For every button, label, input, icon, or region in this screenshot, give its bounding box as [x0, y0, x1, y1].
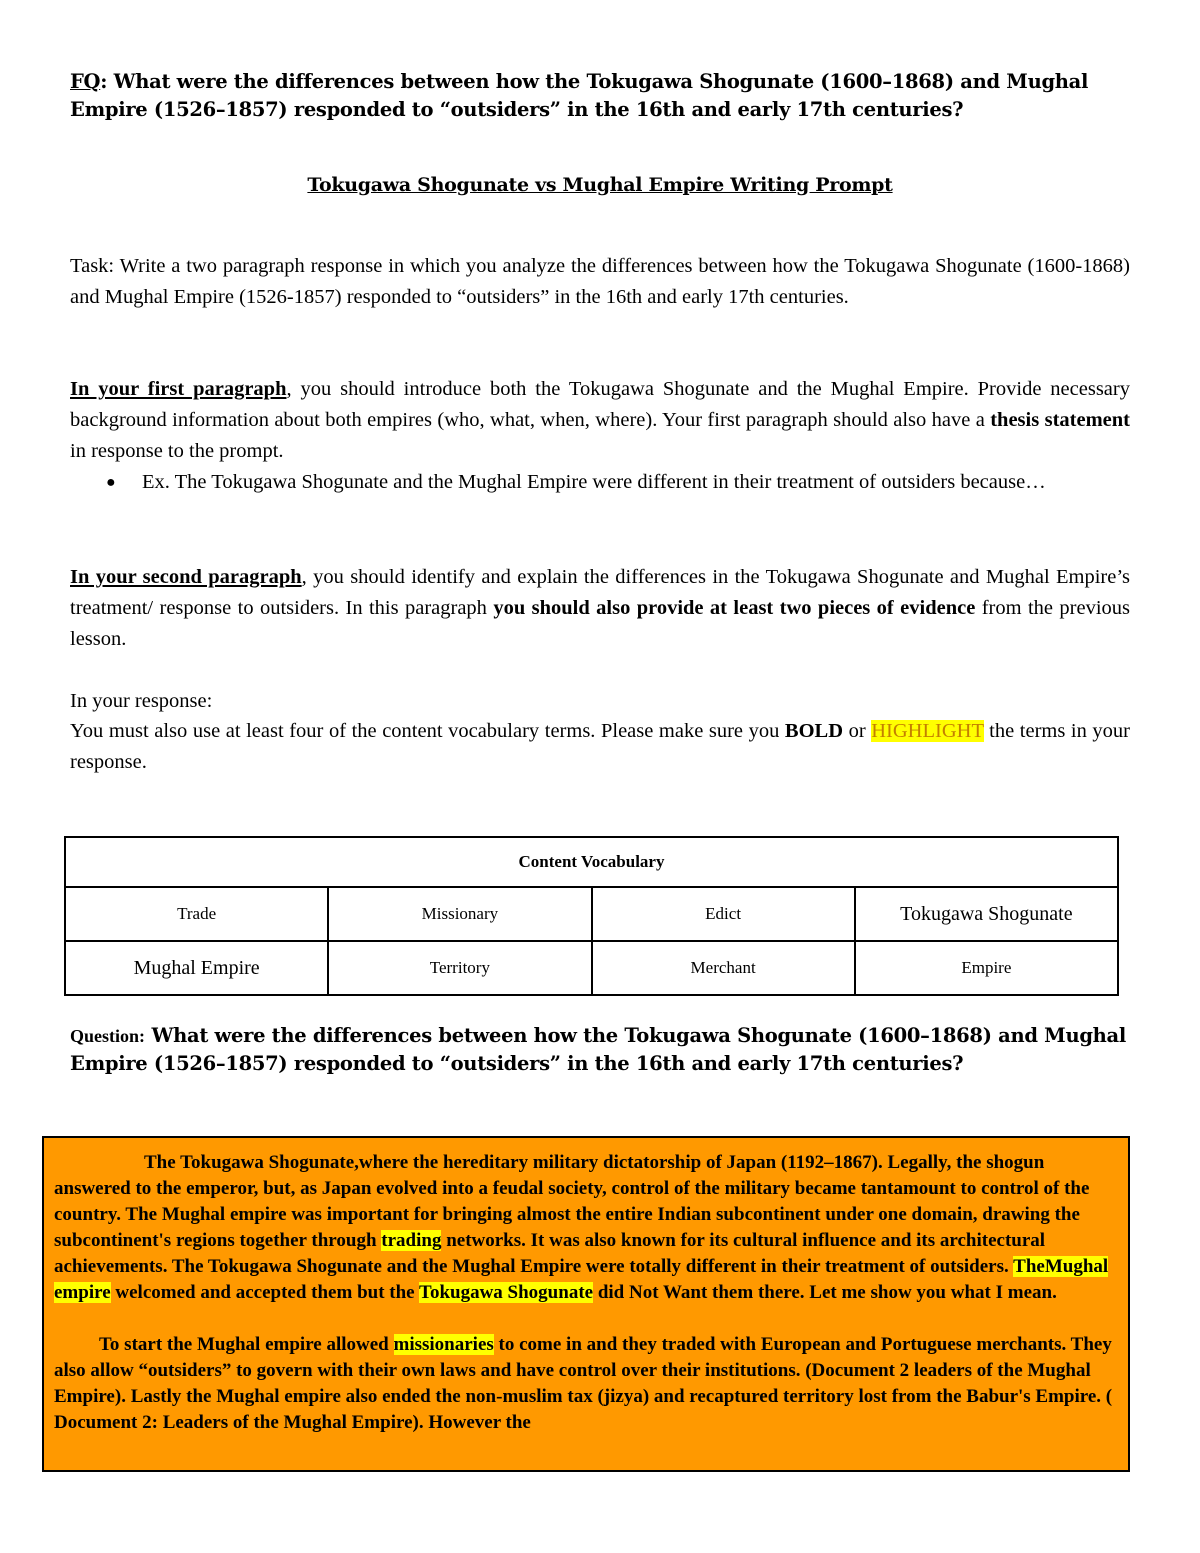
highlight-word: HIGHLIGHT: [871, 720, 984, 742]
highlighted-term: trading: [381, 1230, 442, 1251]
response-instructions: [70, 716, 1130, 778]
student-response-box[interactable]: [42, 1136, 1130, 1472]
table-row: [65, 887, 1118, 941]
second-paragraph-text-a: , you should identify and explain the differences in the Tokugawa Shogunate and Mughal Empire’s treatment/ response to outsiders. In this paragraph: [70, 566, 1130, 619]
vocab-cell: Mughal Empire: [65, 941, 328, 995]
vocab-cell: Missionary: [328, 887, 591, 941]
example-bullet-text: Ex. The Tokugawa Shogunate and the Mughal Empire were different in their treatment of outsiders because…: [142, 471, 1046, 493]
response-paragraph-1: The Tokugawa Shogunate,where the hereditary military dictatorship of Japan (1192–1867). Legally, the shogun answered to the emperor, but, as Japan evolved into a feudal society, control of the military became tantamount to control of the country. The Mughal empire was important for bringing almost the entire Indian subcontinent under one domain, drawing the subcontinent's regions together through trading networks. It was also known for its cultural influence and its architectural achievements. The Tokugawa Shogunate and the Mughal Empire were totally different in their treatment of outsiders. TheMughal empire welcomed and accepted them but the Tokugawa Shogunate did Not Want them there. Let me show you what I mean.: [54, 1152, 1109, 1303]
task-label: Task: [70, 255, 109, 277]
second-paragraph-instructions: [70, 562, 1130, 655]
evidence-requirement: you should also provide at least two pieces of evidence: [493, 597, 976, 619]
highlighted-term: TheMughal empire: [54, 1256, 1109, 1303]
response-text-a: You must also use at least four of the content vocabulary terms. Please make sure you: [70, 720, 785, 742]
task-text: : Write a two paragraph response in which you analyze the differences between how the Tokugawa Shogunate (1600-1868) and Mughal Empire (1526-1857) responded to “outsiders” in the 16th and early 17th centuries.: [70, 255, 1130, 308]
table-row: [65, 941, 1118, 995]
vocab-cell: Empire: [855, 941, 1118, 995]
response-text-mid: or: [843, 720, 872, 742]
highlighted-term: Tokugawa Shogunate: [419, 1282, 594, 1303]
question-label: Question:: [70, 1026, 146, 1046]
fq-label: FQ: [70, 70, 101, 93]
vocabulary-table: [64, 836, 1119, 996]
question-prompt: [70, 1022, 1140, 1078]
fq-text: What were the differences between how the Tokugawa Shogunate (1600–1868) and Mughal Empire (1526–1857) responded to “outsiders” in the 16th and early 17th centuries?: [70, 70, 1089, 121]
bullet-icon: ●: [106, 474, 116, 491]
first-paragraph-lead: In your first paragraph: [70, 378, 287, 400]
page-title: Tokugawa Shogunate vs Mughal Empire Writing Prompt: [307, 174, 893, 196]
second-paragraph-lead: In your second paragraph: [70, 566, 302, 588]
first-paragraph-instructions: [70, 374, 1130, 467]
first-paragraph-text-b: in response to the prompt.: [70, 440, 284, 462]
second-paragraph-text-b: from the previous lesson.: [70, 597, 1130, 650]
vocab-cell: Tokugawa Shogunate: [855, 887, 1118, 941]
bold-word: BOLD: [784, 720, 844, 742]
focus-question: [70, 68, 1140, 124]
first-paragraph-text-a: , you should introduce both the Tokugawa Shogunate and the Mughal Empire. Provide necessary background information about both empires (who, what, when, where). Your first paragraph should also have a: [70, 378, 1130, 431]
task-paragraph: [70, 251, 1130, 313]
question-text: What were the differences between how the Tokugawa Shogunate (1600–1868) and Mughal Empire (1526–1857) responded to “outsiders” in the 16th and early 17th centuries?: [70, 1024, 1126, 1075]
thesis-statement-term: thesis statement: [990, 409, 1130, 431]
student-response-text: [54, 1150, 1120, 1436]
vocab-cell: Trade: [65, 887, 328, 941]
vocabulary-table-header: Content Vocabulary: [65, 837, 1118, 887]
response-label: In your response:: [70, 690, 213, 712]
vocab-cell: Edict: [592, 887, 855, 941]
response-paragraph-2: To start the Mughal empire allowed missionaries to come in and they traded with European and Portuguese merchants. They also allow “outsiders” to govern with their own laws and have control over their institutions. (Document 2 leaders of the Mughal Empire). Lastly the Mughal empire also ended the non-muslim tax (jizya) and recaptured territory lost from the Babur's Empire. ( Document 2: Leaders of the Mughal Empire). However the: [54, 1334, 1113, 1433]
vocab-cell: Merchant: [592, 941, 855, 995]
response-text-b: the terms in your response.: [70, 720, 1130, 773]
fq-colon: :: [100, 70, 108, 93]
highlighted-term: missionaries: [393, 1334, 494, 1355]
vocab-cell: Territory: [328, 941, 591, 995]
